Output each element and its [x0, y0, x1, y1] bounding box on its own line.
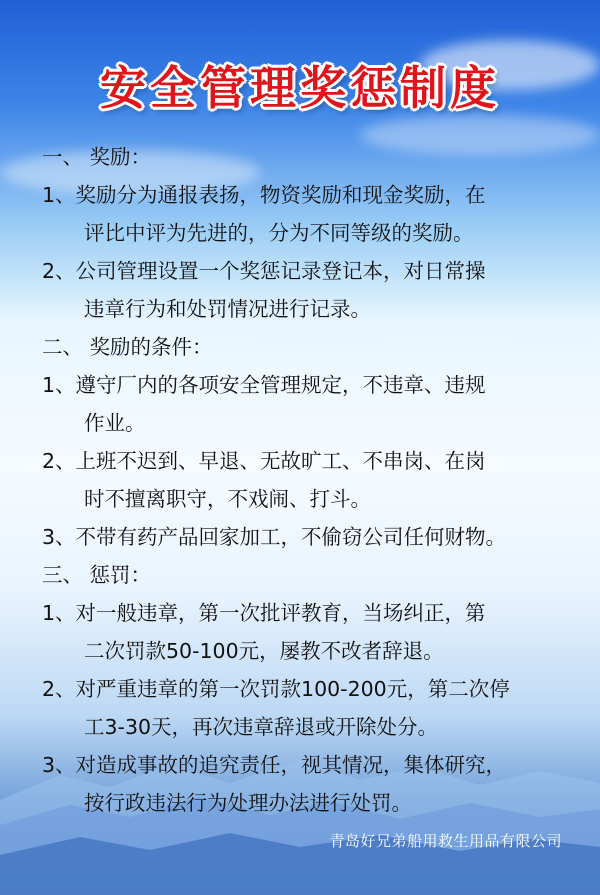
list-item: 1、遵守厂内的各项安全管理规定，不违章、违规	[42, 373, 486, 397]
list-item: 1、奖励分为通报表扬，物资奖励和现金奖励，在	[42, 183, 486, 207]
list-item: 2、上班不迟到、早退、无故旷工、不串岗、在岗	[42, 449, 486, 473]
section-heading: 二、 奖励的条件：	[42, 335, 213, 359]
list-item: 1、对一般违章，第一次批评教育，当场纠正，第	[42, 601, 486, 625]
list-item: 2、对严重违章的第一次罚款100-200元，第二次停	[42, 677, 510, 701]
list-item-continuation: 作业。	[84, 411, 146, 435]
page-title: 安全管理奖惩制度	[100, 61, 500, 115]
list-item-continuation: 二次罚款50-100元，屡教不改者辞退。	[84, 639, 444, 663]
list-item-continuation: 评比中评为先进的，分为不同等级的奖励。	[84, 221, 474, 245]
list-item-continuation: 按行政违法行为处理办法进行处罚。	[84, 791, 412, 815]
section-heading: 一、 奖励：	[42, 145, 152, 169]
list-item-continuation: 时不擅离职守，不戏闹、打斗。	[84, 487, 371, 511]
list-item-continuation: 违章行为和处罚情况进行记录。	[84, 297, 371, 321]
company-name-footer: 青岛好兄弟船用救生用品有限公司	[329, 832, 562, 850]
list-item: 3、对造成事故的追究责任，视其情况，集体研究，	[42, 753, 507, 777]
list-item: 2、公司管理设置一个奖惩记录登记本，对日常操	[42, 259, 486, 283]
list-item: 3、不带有药产品回家加工，不偷窃公司任何财物。	[42, 525, 507, 549]
section-heading: 三、 惩罚：	[42, 563, 152, 587]
list-item-continuation: 工3-30天，再次违章辞退或开除处分。	[84, 715, 439, 739]
regulation-content	[42, 138, 587, 822]
